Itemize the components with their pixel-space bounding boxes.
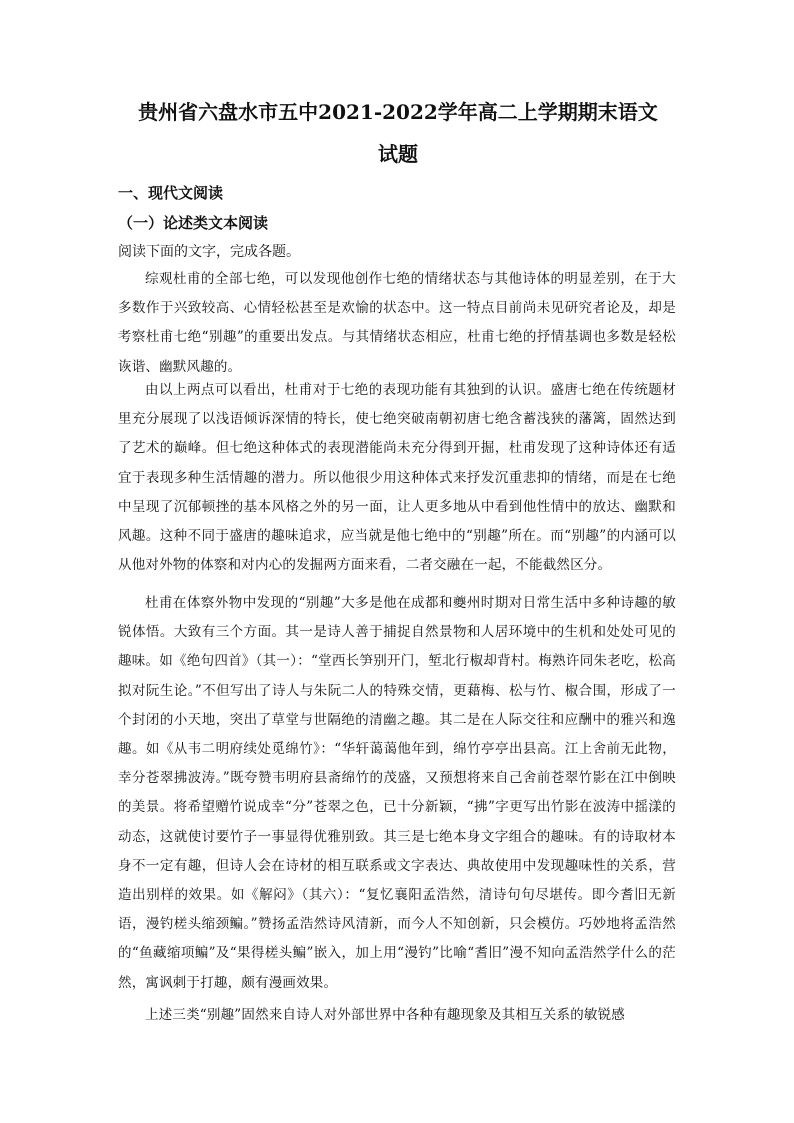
document-title-line-1: 贵州省六盘水市五中2021-2022学年高二上学期期末语文 xyxy=(138,100,658,124)
body-paragraph-1: 综观杜甫的全部七绝，可以发现他创作七绝的情绪状态与其他诗体的明显差别，在于大多数作于兴致较高、心情轻松甚至是欢愉的状态中。这一特点目前尚未见研究者论及，却是考察杜甫七绝“别趣”的重要出发点。与其情绪状态相应，杜甫七绝的抒情基调也多数是轻松诙谐、幽默风趣的。 xyxy=(118,271,676,375)
document-title-line-2: 试题 xyxy=(378,142,418,166)
subsection-heading: （一）论述类文本阅读 xyxy=(118,214,269,232)
body-paragraph-4: 上述三类“别趣”固然来自诗人对外部世界中各种有趣现象及其相互关系的敏锐感 xyxy=(145,1007,626,1023)
body-paragraph-2: 由以上两点可以看出，杜甫对于七绝的表现功能有其独到的认识。盛唐七绝在传统题材里充分展现了以浅语倾诉深情的特长，使七绝突破南朝初唐七绝含蓄浅狭的藩篱，固然达到了艺术的巅峰。但七绝这种体式的表现潜能尚未充分得到开掘，杜甫发现了这种诗体还有适宜于表现多种生活情趣的潜力。所以他很少用这种体式来抒发沉重悲抑的情绪，而是在七绝中呈现了沉郁顿挫的基本风格之外的另一面，让人更多地从中看到他性情中的放达、幽默和风趣。这种不同于盛唐的趣味追求，应当就是他七绝中的“别趣”所在。而“别趣”的内涵可以从他对外物的体察和对内心的发掘两方面来看，二者交融在一起，不能截然区分。 xyxy=(118,382,676,574)
body-paragraph-3: 杜甫在体察外物中发现的“别趣”大多是他在成都和夔州时期对日常生活中多种诗趣的敏锐体悟。大致有三个方面。其一是诗人善于捕捉自然景物和人居环境中的生机和处处可见的趣味。如《绝句四首》（其一）：“堂西长笋别开门，堑北行椒却背村。梅熟许同朱老吃，松高拟对阮生论。”不但写出了诗人与朱阮二人的特殊交情，更藉梅、松与竹、椒合围，形成了一个封闭的小天地，突出了草堂与世隔绝的清幽之趣。其二是在人际交往和应酬中的雅兴和逸趣。如《从韦二明府续处觅绵竹》：“华轩蔼蔼他年到，绵竹亭亭出县高。江上舍前无此物，幸分苍翠拂波涛。”既夸赞韦明府县斋绵竹的茂盛，又预想将来自己舍前苍翠竹影在江中倒映的美景。将希望赠竹说成幸“分”苍翠之色，已十分新颖，“拂”字更写出竹影在波涛中摇漾的动态，这就使讨要竹子一事显得优雅别致。其三是七绝本身文字组合的趣味。有的诗取材本身不一定有趣，但诗人会在诗材的相互联系或文字表达、典故使用中发现趣味性的关系，营造出别样的效果。如《解闷》（其六）：“复忆襄阳孟浩然，清诗句句尽堪传。即今耆旧无新语，漫钓槎头缩颈鳊。”赞扬孟浩然诗风清新，而今人不知创新，只会模仿。巧妙地将孟浩然的“鱼藏缩项鳊”及“果得槎头鳊”嵌入，加上用“漫钓”比喻“耆旧”漫不知向孟浩然学什么的茫然，寓讽刺于打趣，颇有漫画效果。 xyxy=(118,595,676,991)
section-heading: 一、现代文阅读 xyxy=(118,184,224,202)
reading-instruction: 阅读下面的文字，完成各题。 xyxy=(118,244,300,260)
